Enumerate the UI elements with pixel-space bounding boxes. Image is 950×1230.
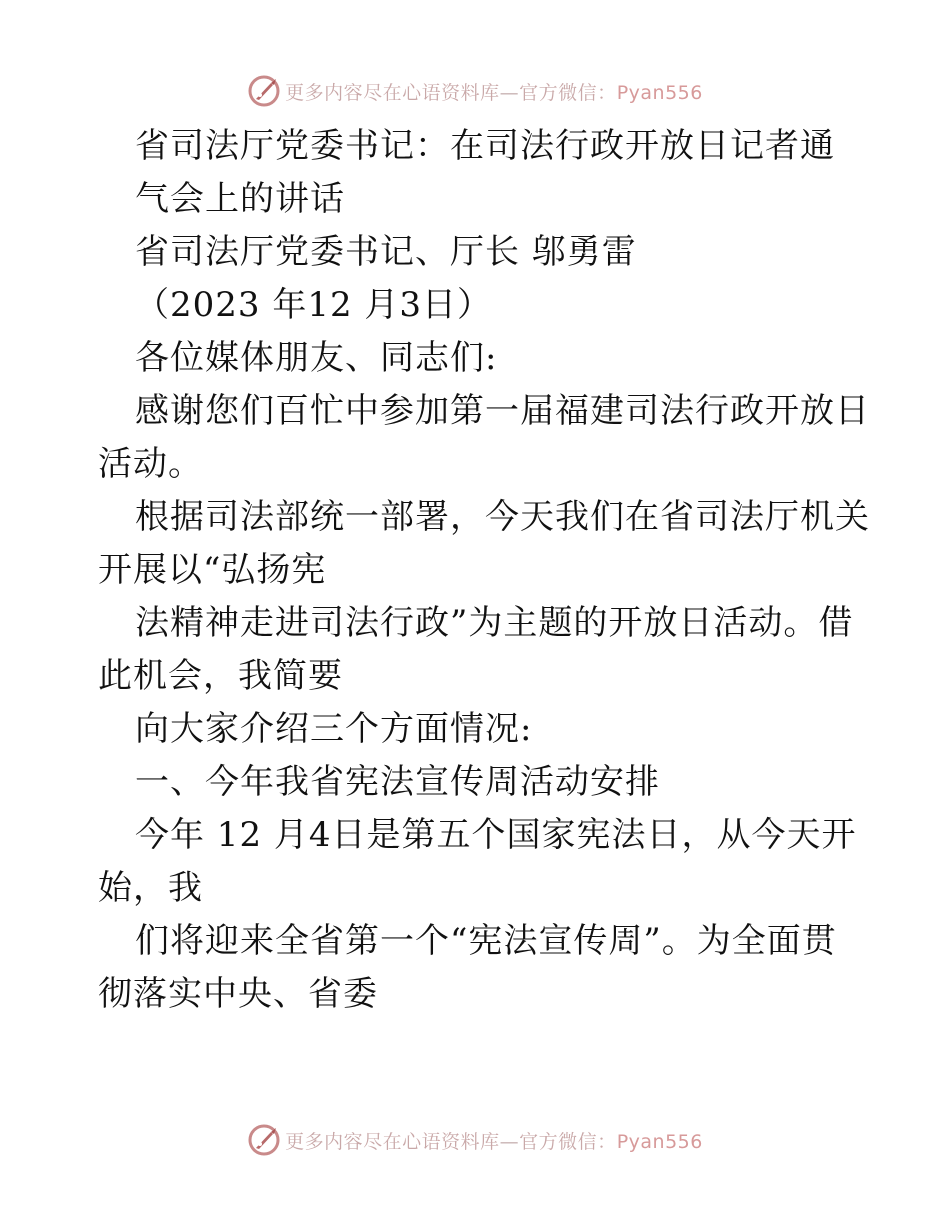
- text-line: 们将迎来全省第一个“宪法宣传周”。为全面贯: [135, 921, 837, 961]
- watermark-text: [285, 1127, 703, 1154]
- text-line: 根据司法部统一部署，今天我们在省司法厅机关: [135, 497, 870, 537]
- text-line: 一、今年我省宪法宣传周活动安排: [135, 762, 660, 802]
- text-line: 始，我: [98, 868, 203, 908]
- text-line: 活动。: [98, 444, 203, 484]
- quill-logo-icon: [247, 74, 281, 108]
- watermark-text: [285, 78, 703, 105]
- text-line: 各位媒体朋友、同志们:: [135, 338, 498, 378]
- text-line: 气会上的讲话: [135, 179, 345, 219]
- text-line: 法精神走进司法行政”为主题的开放日活动。借: [135, 603, 854, 643]
- watermark-footer: [0, 1123, 950, 1157]
- watermark-account-label: 官方微信：: [519, 81, 617, 104]
- watermark-separator: —: [499, 81, 520, 104]
- watermark-header: [0, 74, 950, 108]
- quill-logo-icon: [247, 1123, 281, 1157]
- watermark-site: 更多内容尽在心语资料库: [285, 1130, 500, 1153]
- watermark-account: Pyan556: [616, 1130, 703, 1153]
- watermark-account: Pyan556: [616, 81, 703, 104]
- text-line: 感谢您们百忙中参加第一届福建司法行政开放日: [135, 391, 870, 431]
- text-line: 开展以“弘扬宪: [98, 550, 327, 590]
- text-line: 省司法厅党委书记、厅长 邬勇雷: [135, 232, 637, 272]
- text-line: 省司法厅党委书记：在司法行政开放日记者通: [135, 126, 835, 166]
- watermark-separator: —: [499, 1130, 520, 1153]
- watermark-site: 更多内容尽在心语资料库: [285, 81, 500, 104]
- watermark-account-label: 官方微信：: [519, 1130, 617, 1153]
- document-body: [98, 120, 870, 1021]
- text-line: 今年 12 月4日是第五个国家宪法日，从今天开: [135, 815, 857, 855]
- text-line: （2023 年12 月3日）: [135, 285, 493, 325]
- text-line: 彻落实中央、省委: [98, 974, 378, 1014]
- text-line: 此机会，我简要: [98, 656, 343, 696]
- text-line: 向大家介绍三个方面情况:: [135, 709, 533, 749]
